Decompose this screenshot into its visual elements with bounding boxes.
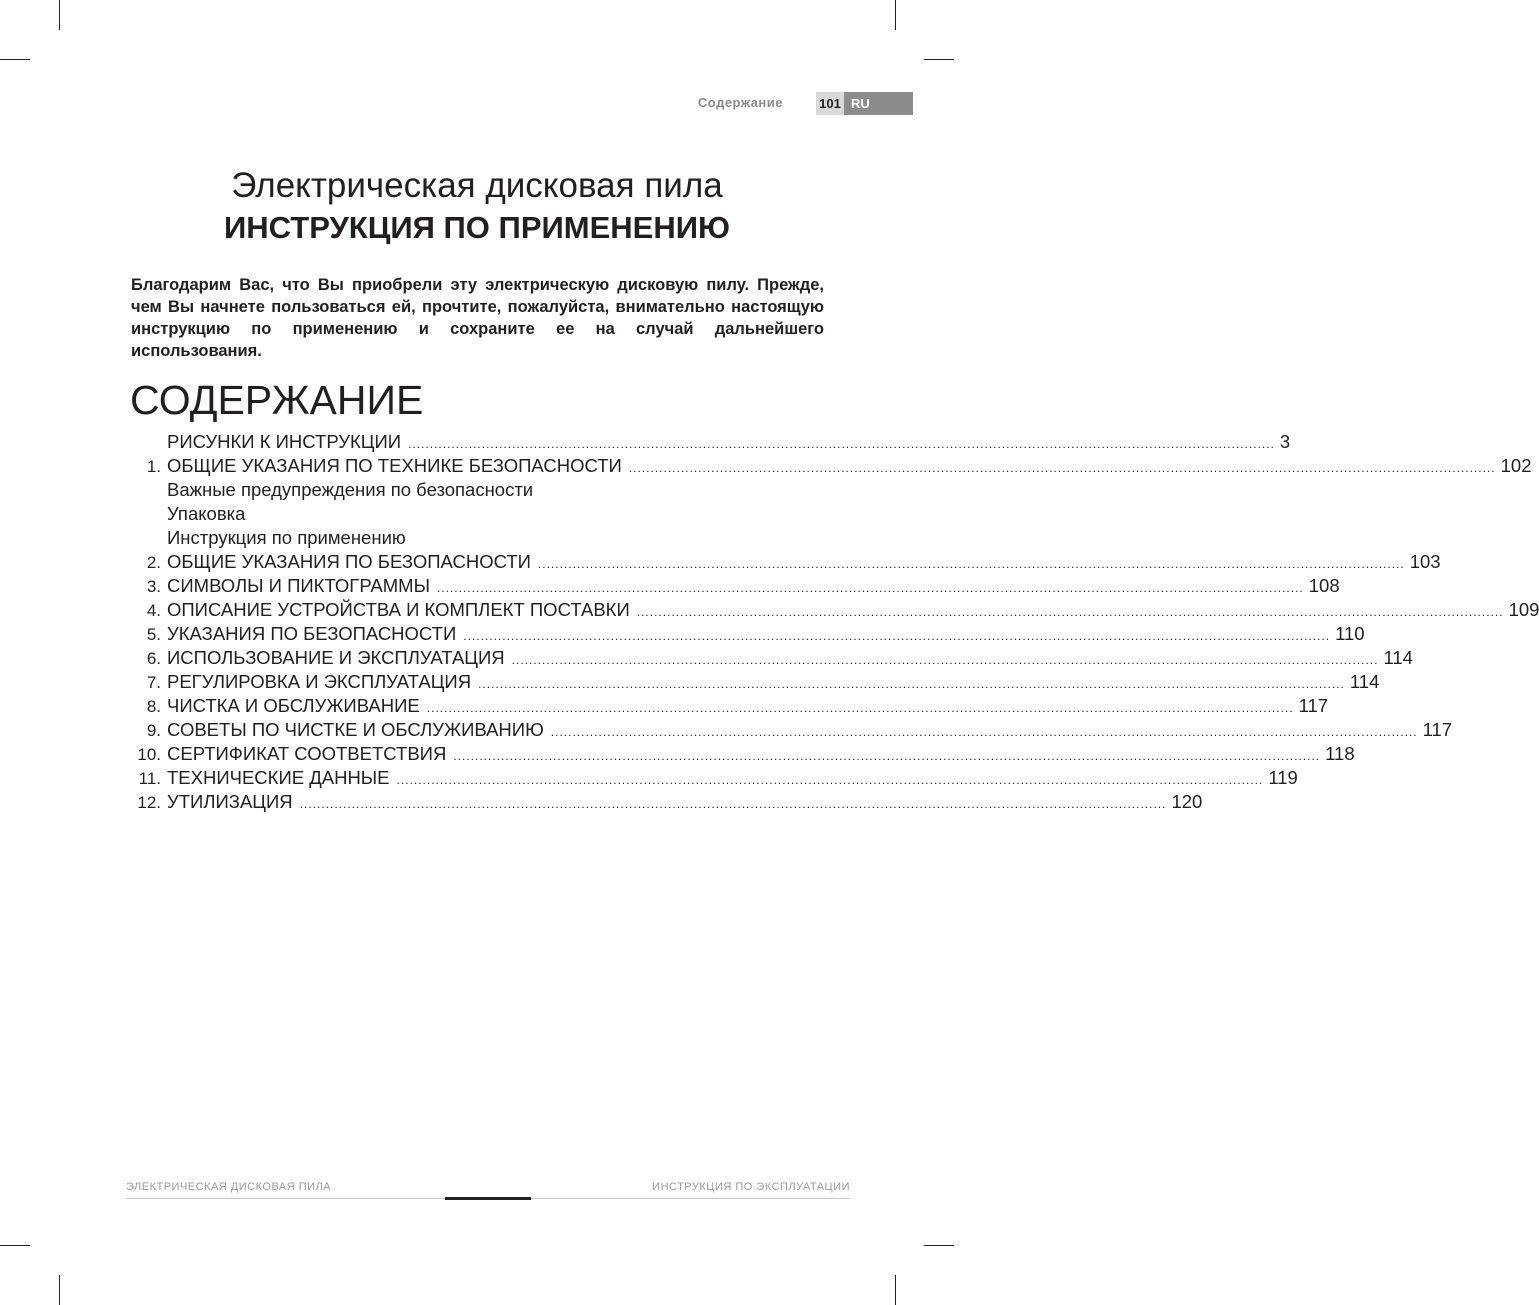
toc-entry-number: 10. <box>137 745 161 764</box>
toc-entry-body <box>167 454 1532 480</box>
toc-entry-number: 2. <box>146 553 161 572</box>
toc-entry-body <box>167 526 824 550</box>
toc-entry-body <box>167 694 1328 720</box>
toc-entry-body <box>167 718 1452 744</box>
toc-entry <box>130 646 1413 670</box>
toc-entry-body <box>167 598 1539 624</box>
document-title: Электрическая дисковая пила <box>231 166 723 205</box>
toc-entry-page: 120 <box>1171 791 1203 812</box>
toc-entry <box>130 766 1298 790</box>
toc-entry-number: 4. <box>146 601 161 620</box>
toc-entry-body <box>167 790 1202 816</box>
toc-dot-leader: ........................................................................................................................................................................................................ <box>436 581 1304 595</box>
toc-dot-leader: ........................................................................................................................................................................................................ <box>537 557 1405 571</box>
toc-dot-leader: ........................................................................................................................................................................................................ <box>299 797 1167 811</box>
toc-entry-number: 5. <box>146 625 161 644</box>
header-section-title: Содержание <box>697 95 783 110</box>
toc-entry-label: СОВЕТЫ ПО ЧИСТКЕ И ОБСЛУЖИВАНИЮ <box>167 719 544 740</box>
toc-entry <box>130 598 1539 622</box>
toc-dot-leader: ........................................................................................................................................................................................................ <box>463 629 1331 643</box>
toc-entry-label: СИМВОЛЫ И ПИКТОГРАММЫ <box>167 575 430 596</box>
toc-entry-body <box>167 478 824 502</box>
toc-dot-leader: ........................................................................................................................................................................................................ <box>453 749 1321 763</box>
crop-mark <box>895 0 896 30</box>
toc-dot-leader: ........................................................................................................................................................................................................ <box>478 677 1345 691</box>
footer-document-type: ИНСТРУКЦИЯ ПО ЭКСПЛУАТАЦИИ <box>652 1181 850 1193</box>
toc-entry-page: 108 <box>1308 575 1340 596</box>
toc-entry-body <box>167 430 1290 456</box>
toc-entry <box>130 790 1203 814</box>
toc-dot-leader: ........................................................................................................................................................................................................ <box>550 725 1418 739</box>
footer-accent-bar <box>445 1197 531 1200</box>
toc-entry-number: 3. <box>146 577 161 596</box>
toc-entry-page: 114 <box>1349 671 1380 692</box>
toc-entry <box>130 550 1441 574</box>
toc-entry-body <box>167 670 1379 696</box>
toc-entry <box>130 622 1365 646</box>
crop-mark <box>0 59 30 60</box>
toc-entry-body <box>167 550 1441 576</box>
toc-entry-label: ОБЩИЕ УКАЗАНИЯ ПО ТЕХНИКЕ БЕЗОПАСНОСТИ <box>167 455 622 476</box>
toc-entry-label: ИСПОЛЬЗОВАНИЕ И ЭКСПЛУАТАЦИЯ <box>167 647 505 668</box>
toc-entry-number: 9. <box>146 721 161 740</box>
toc-entry-label: ЧИСТКА И ОБСЛУЖИВАНИЕ <box>167 695 420 716</box>
crop-mark <box>59 0 60 30</box>
toc-entry <box>130 718 1453 742</box>
toc-dot-leader: ........................................................................................................................................................................................................ <box>396 773 1264 787</box>
toc-entry-label: ТЕХНИЧЕСКИЕ ДАННЫЕ <box>167 767 390 788</box>
toc-entry-page: 109 <box>1508 599 1539 620</box>
toc-dot-leader: ........................................................................................................................................................................................................ <box>408 437 1275 451</box>
toc-entry <box>130 478 824 502</box>
toc-entry <box>130 526 824 550</box>
crop-mark <box>895 1275 896 1305</box>
toc-entry-page: 3 <box>1279 431 1291 452</box>
toc-dot-leader: ........................................................................................................................................................................................................ <box>628 461 1496 475</box>
toc-entry-page: 119 <box>1268 767 1298 788</box>
toc-dot-leader: ........................................................................................................................................................................................................ <box>636 605 1504 619</box>
crop-mark <box>59 1275 60 1305</box>
toc-entry-body <box>167 502 824 526</box>
toc-entry <box>130 430 1291 454</box>
toc-entry-label: РЕГУЛИРОВКА И ЭКСПЛУАТАЦИЯ <box>167 671 472 692</box>
page-badge <box>816 92 913 115</box>
toc-entry-label: УКАЗАНИЯ ПО БЕЗОПАСНОСТИ <box>167 623 457 644</box>
toc-entry <box>130 502 824 526</box>
toc-dot-leader: ........................................................................................................................................................................................................ <box>511 653 1379 667</box>
toc-entry-label: РИСУНКИ К ИНСТРУКЦИИ <box>167 431 402 452</box>
toc-entry-number: 7. <box>146 673 161 692</box>
toc-entry-body <box>167 646 1413 672</box>
toc-entry-page: 117 <box>1298 695 1329 716</box>
language-code: RU <box>844 92 913 115</box>
toc-dot-leader: ........................................................................................................................................................................................................ <box>426 701 1294 715</box>
toc-entry-page: 118 <box>1325 743 1355 764</box>
toc-entry-number: 12. <box>137 793 161 812</box>
toc-entry-label: Упаковка <box>167 503 246 524</box>
toc-entry-label: УТИЛИЗАЦИЯ <box>167 791 293 812</box>
toc-entry-page: 114 <box>1383 647 1413 668</box>
crop-mark <box>924 1245 954 1246</box>
toc-entry-number: 8. <box>146 697 161 716</box>
toc-entry <box>130 694 1329 718</box>
footer-product-name: ЭЛЕКТРИЧЕСКАЯ ДИСКОВАЯ ПИЛА <box>126 1181 332 1193</box>
toc-entry-number: 11. <box>138 769 161 788</box>
page-number: 101 <box>816 92 844 115</box>
toc-entry <box>130 742 1355 766</box>
document-subtitle: ИНСТРУКЦИЯ ПО ПРИМЕНЕНИЮ <box>224 210 730 245</box>
toc-entry-body <box>167 574 1340 600</box>
toc-entry-page: 103 <box>1409 551 1441 572</box>
toc-entry <box>130 454 1532 478</box>
crop-mark <box>0 1245 30 1246</box>
toc-entry-label: ОПИСАНИЕ УСТРОЙСТВА И КОМПЛЕКТ ПОСТАВКИ <box>167 599 630 620</box>
toc-entry-label: ОБЩИЕ УКАЗАНИЯ ПО БЕЗОПАСНОСТИ <box>167 551 531 572</box>
toc-entry-number: 6. <box>146 649 161 668</box>
toc-entry-page: 110 <box>1335 623 1365 644</box>
crop-mark <box>924 59 954 60</box>
toc-entry-body <box>167 766 1298 792</box>
toc-entry-body <box>167 742 1355 768</box>
toc-entry-label: Важные предупреждения по безопасности <box>167 479 534 500</box>
toc-entry-label: Инструкция по применению <box>167 527 406 548</box>
toc-heading: СОДЕРЖАНИЕ <box>130 377 424 423</box>
table-of-contents <box>130 430 1539 814</box>
toc-entry-body <box>167 622 1365 648</box>
toc-entry <box>130 574 1340 598</box>
toc-entry <box>130 670 1380 694</box>
toc-entry-page: 102 <box>1500 455 1532 476</box>
intro-paragraph: Благодарим Вас, что Вы приобрели эту электрическую дисковую пилу. Прежде, чем Вы начнете пользоваться ей, прочтите, пожалуйста, внимательно настоящую инструкцию по применению и сохраните ее на случай дальнейшего использования. <box>131 276 824 360</box>
toc-entry-number: 1. <box>146 457 161 476</box>
toc-entry-page: 117 <box>1422 719 1453 740</box>
toc-entry-label: СЕРТИФИКАТ СООТВЕТСТВИЯ <box>167 743 447 764</box>
